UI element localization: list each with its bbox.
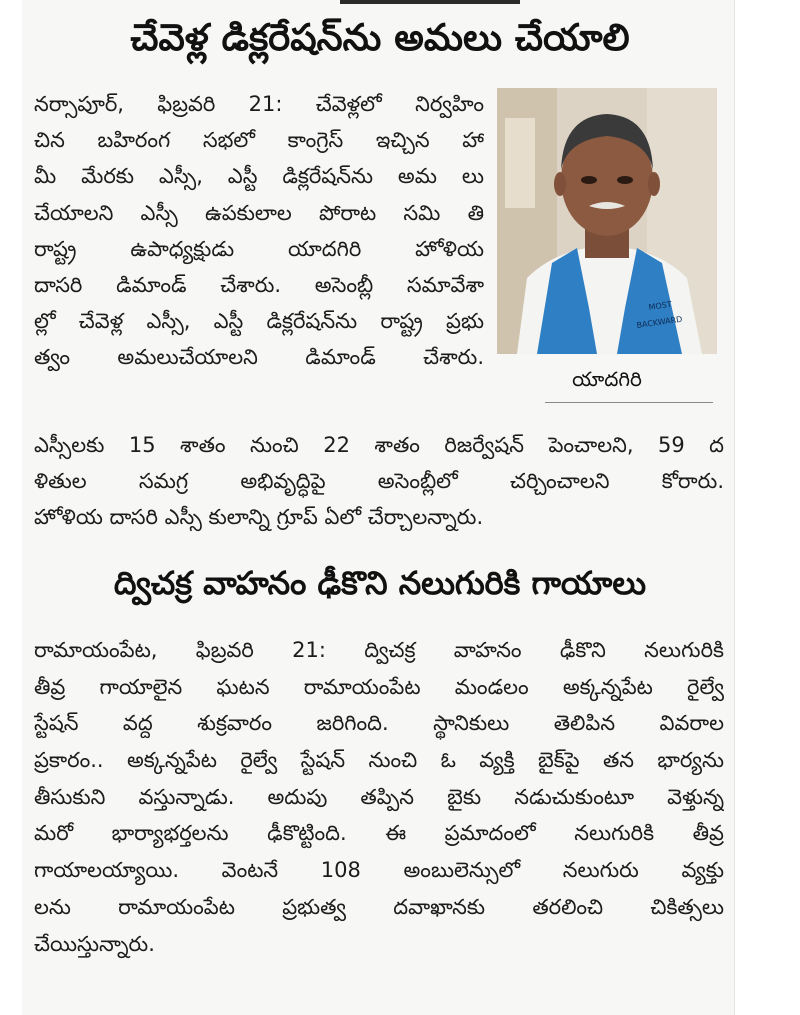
story-2-line: మరో భార్యాభర్తలను ఢీకొట్టింది. ఈ ప్రమాదంలో నలుగురికి తీవ్ర: [34, 821, 724, 846]
story-2-line: తీసుకుని వస్తున్నాడు. అదుపు తప్పిన బైకు నడుచుకుంటూ వెళ్తున్న: [34, 784, 724, 809]
story-2-headline: ద్విచక్ర వాహనం ఢీకొని నలుగురికి గాయాలు: [113, 564, 647, 602]
story-1-line: చేయాలని ఎస్సీ ఉపకులాల పోరాట సమి తి: [34, 200, 484, 225]
caption-underline: [545, 402, 713, 403]
story-2-line: తీవ్ర గాయాలైన ఘటన రామాయంపేట మండలం అక్కన్నపేట రైల్వే: [34, 674, 724, 699]
photo-caption: యాదగిరి: [572, 367, 642, 391]
story-1-line: దాసరి డిమాండ్ చేశారు. అసెంబ్లీ సమావేశా: [34, 272, 484, 297]
story-2-line: ప్రకారం.. అక్కన్నపేట రైల్వే స్టేషన్ నుంచి ఓ వ్యక్తి బైక్‌పై తన భార్యను: [34, 748, 724, 773]
scarf-text-1: MOST: [648, 299, 673, 312]
story-1-line: చిన బహిరంగ సభలో కాంగ్రెస్ ఇచ్చిన హా: [34, 128, 484, 153]
story-1-line: మీ మేరకు ఎస్సీ, ఎస్టీ డిక్లరేషన్‌ను అమ లు: [34, 164, 484, 189]
portrait-photo: [497, 88, 717, 354]
story-1-line: ఎస్సీలకు 15 శాతం నుంచి 22 శాతం రిజర్వేషన్ పెంచాలని, 59 ద: [34, 433, 724, 457]
story-1-line: రాష్ట్ర ఉపాధ్యక్షుడు యాదగిరి హోళియ: [34, 236, 484, 261]
column-edge-rule: [734, 0, 735, 1015]
story-2-line: లను రామాయంపేట ప్రభుత్వ దవాఖానకు తరలించి చికిత్సలు: [34, 894, 724, 919]
story-2-line: స్టేషన్ వద్ద శుక్రవారం జరిగింది. స్థానికులు తెలిపిన వివరాల: [34, 711, 724, 736]
story-1-line: నర్సాపూర్, ఫిబ్రవరి 21: చేవెళ్లలో నిర్వహిం: [34, 92, 484, 116]
previous-headline-fragment: [340, 0, 520, 4]
story-1-headline: చేవెళ్ల డిక్లరేషన్‌ను అమలు చేయాలి: [130, 16, 630, 59]
story-2-line: గాయాలయ్యాయి. వెంటనే 108 అంబులెన్సులో నలుగురు వ్యక్తు: [34, 858, 724, 883]
story-2-body: [34, 632, 724, 962]
story-1-line: ళితుల సమగ్ర అభివృద్ధిపై అసెంబ్లీలో చర్చించాలని కోరారు.: [34, 469, 724, 494]
story-1-line: హోళియ దాసరి ఎస్సీ కులాన్ని గ్రూప్ ఏలో చేర్చాలన్నారు.: [34, 505, 484, 530]
story-2-line: రామాయంపేట, ఫిబ్రవరి 21: ద్విచక్ర వాహనం ఢీకొని నలుగురికి: [34, 638, 724, 662]
story-2-line: చేయిస్తున్నారు.: [34, 931, 155, 956]
story-1-body-column: [34, 86, 484, 376]
story-1-body-full-width: [34, 427, 724, 536]
scarf-text-2: BACKWARD: [636, 314, 683, 330]
story-1-line: ల్లో చేవెళ్ల ఎస్సీ, ఎస్టీ డిక్లరేషన్‌ను రాష్ట్ర ప్రభు: [34, 309, 484, 334]
story-1-line: త్వం అమలుచేయాలని డిమాండ్ చేశారు.: [34, 345, 484, 370]
